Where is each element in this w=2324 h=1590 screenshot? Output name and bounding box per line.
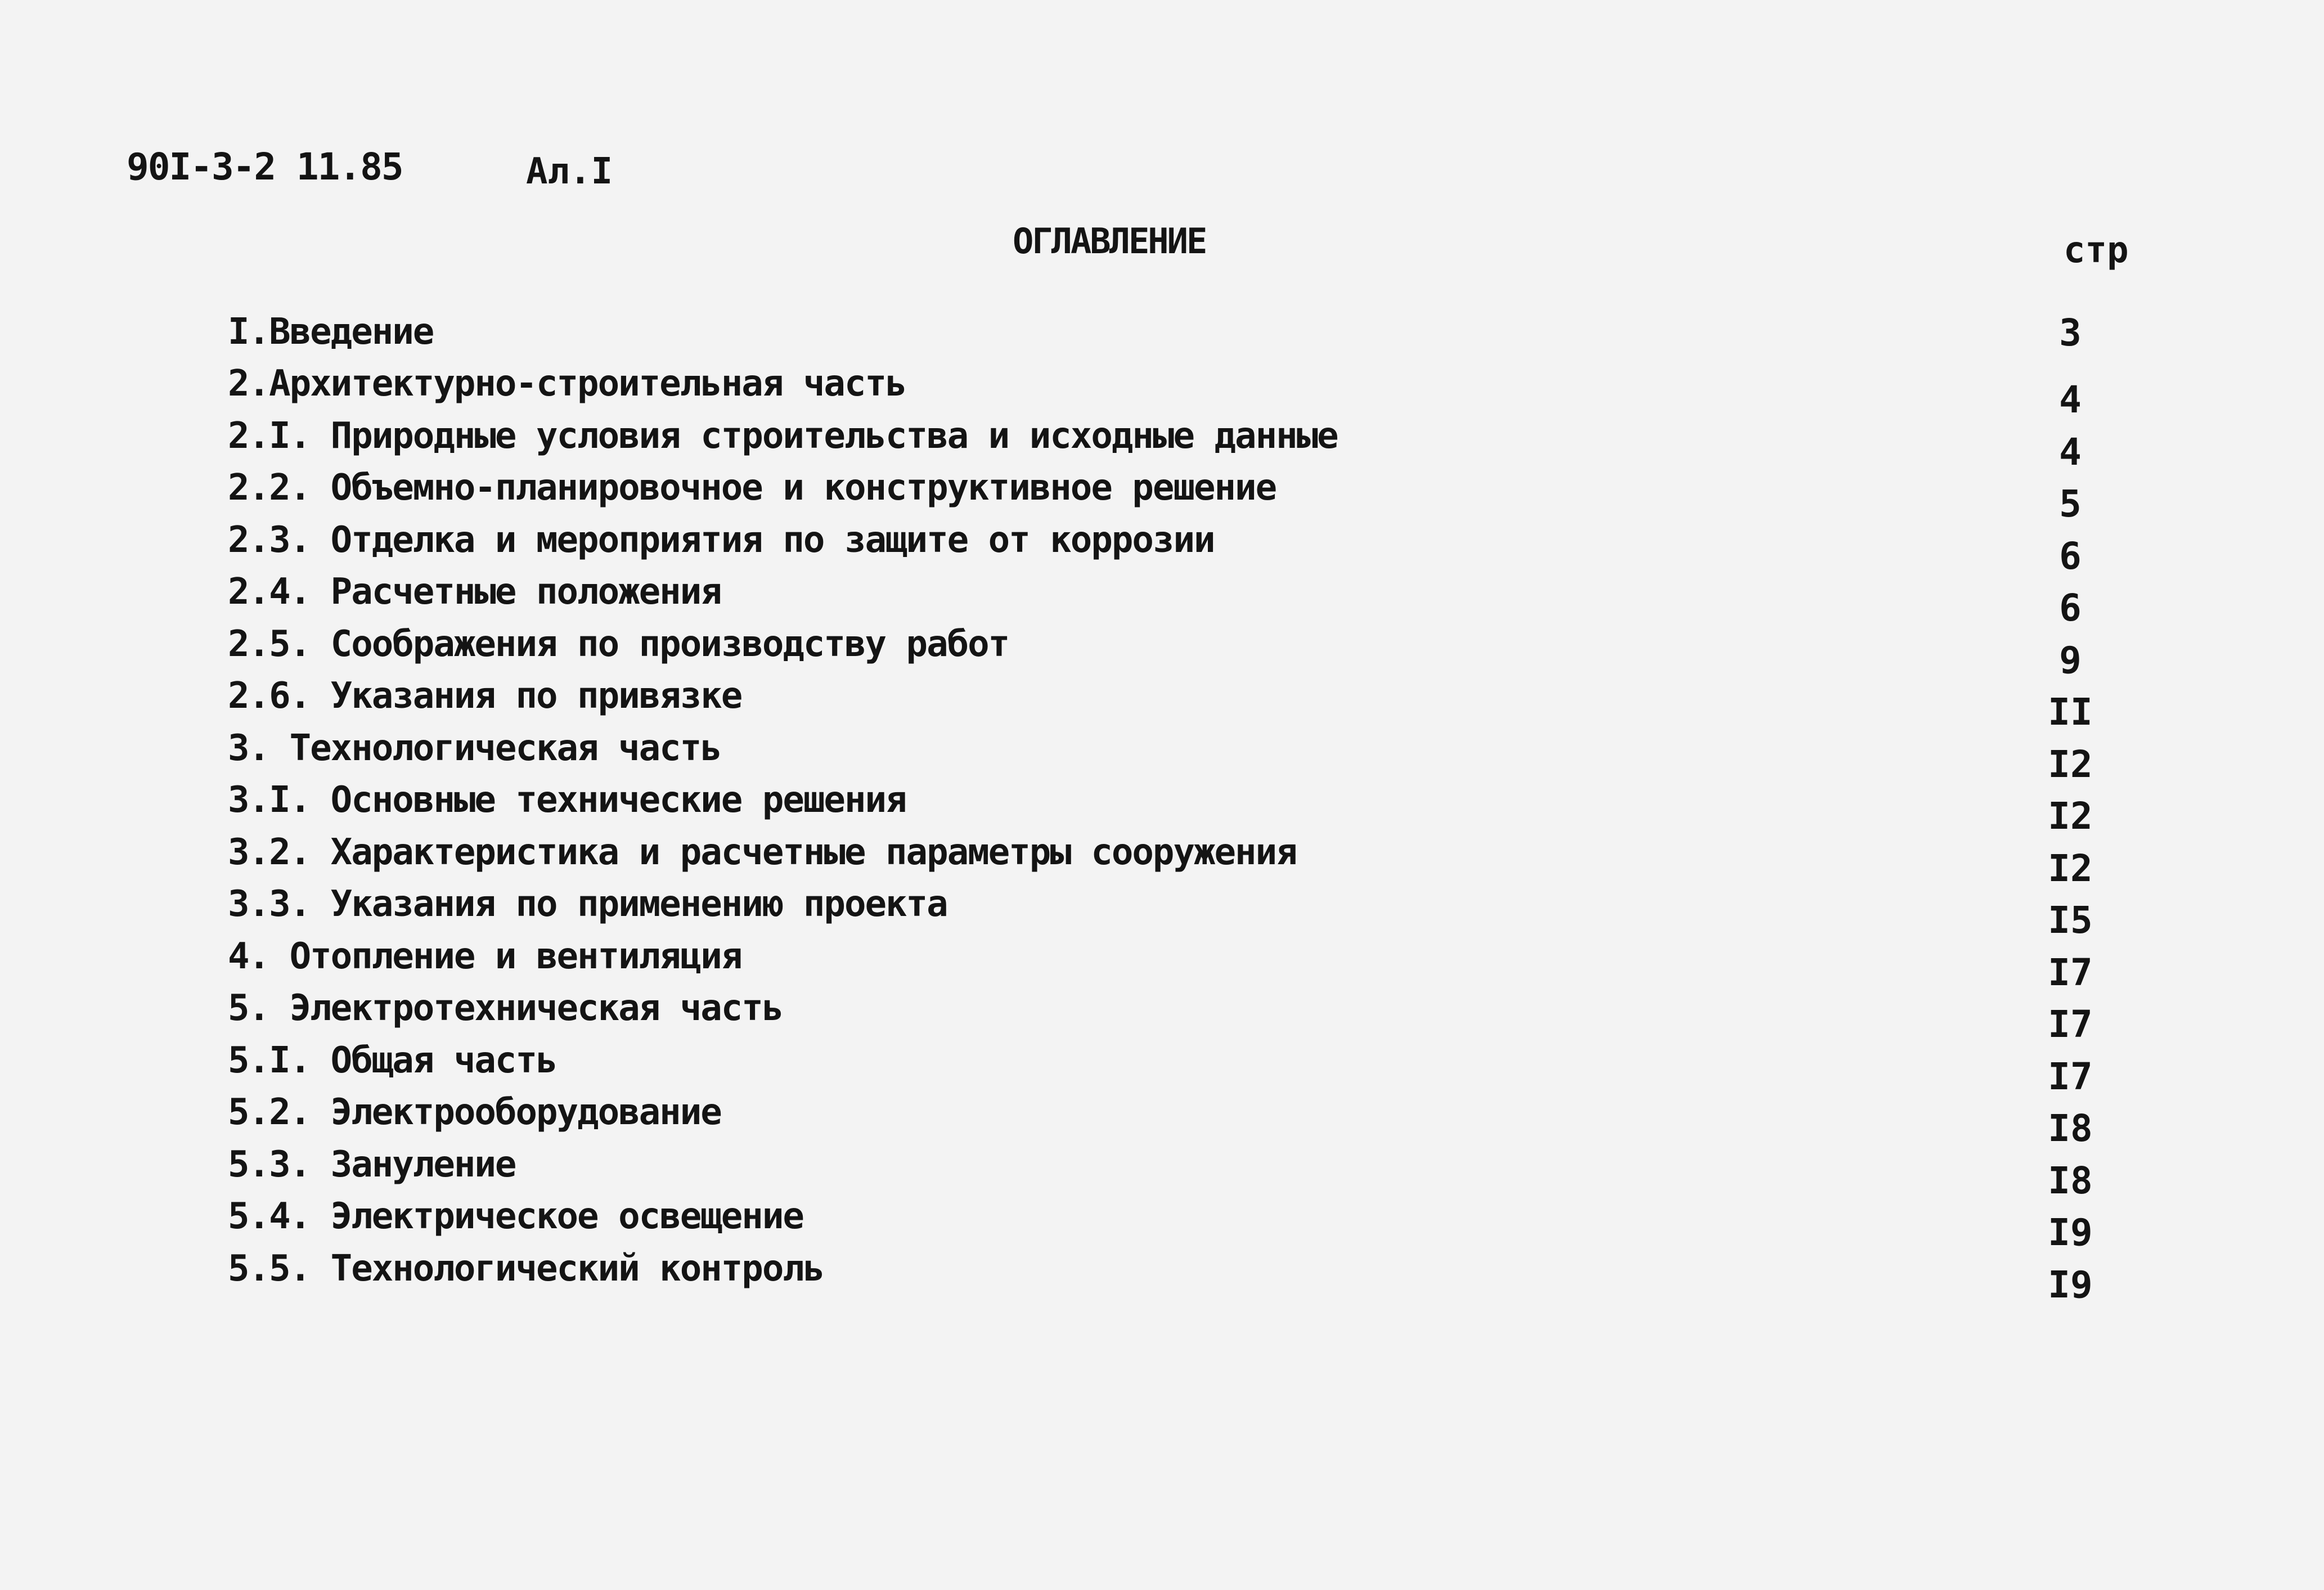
toc-entry-text: 5.2. Электрооборудование — [228, 1092, 721, 1133]
toc-entry-page: I8 — [2048, 1107, 2093, 1150]
toc-entry-text: 5.I. Общая часть — [228, 1040, 557, 1081]
sheet-label: Ал.I — [526, 151, 613, 192]
toc-entry-text: 2.4. Расчетные положения — [228, 571, 721, 613]
toc-entry-page: II — [2048, 690, 2093, 734]
toc-entry-text: 2.2. Объемно-планировочное и конструктивное решение — [228, 467, 1276, 509]
toc-entry-text: 2.6. Указания по привязке — [228, 675, 742, 717]
page-column-header: стр — [2064, 230, 2129, 271]
toc-entry-page: I2 — [2048, 847, 2093, 890]
toc-entry-page: 5 — [2059, 482, 2082, 525]
toc-entry-text: 5.5. Технологический контроль — [228, 1248, 824, 1290]
toc-title: ОГЛАВЛЕНИЕ — [1013, 221, 1206, 262]
toc-entry-text: 5.4. Электрическое освещение — [228, 1196, 803, 1237]
toc-entry-page: I5 — [2048, 899, 2093, 942]
toc-entry-page: I7 — [2048, 1055, 2093, 1098]
toc-entry-page: 6 — [2059, 586, 2082, 630]
toc-entry-text: 2.5. Соображения по производству работ — [228, 623, 1009, 665]
toc-entry-page: I2 — [2048, 794, 2093, 838]
toc-entry-page: 9 — [2059, 639, 2082, 682]
toc-entry-text: 2.3. Отделка и мероприятия по защите от коррозии — [228, 519, 1215, 561]
toc-entry-page: 4 — [2059, 378, 2082, 421]
toc-entry-page: I2 — [2048, 743, 2093, 786]
toc-entry-text: 3.I. Основные технические решения — [228, 779, 906, 821]
toc-entry-text: 5. Электротехническая часть — [228, 987, 783, 1029]
toc-entry-page: 3 — [2059, 311, 2082, 354]
toc-entry-page: I7 — [2048, 951, 2093, 994]
toc-entry-text: 5.3. Зануление — [228, 1144, 516, 1185]
toc-entry-text: 2.Архитектурно-строительная часть — [228, 363, 906, 405]
document-code: 90I-3-2 11.85 — [127, 145, 403, 188]
toc-entry-text: 3.3. Указания по применению проекта — [228, 883, 947, 925]
toc-entry-text: 2.I. Природные условия строительства и исходные данные — [228, 415, 1338, 457]
toc-entry-text: 4. Отопление и вентиляция — [228, 936, 742, 977]
toc-entry-page: I8 — [2048, 1159, 2093, 1202]
toc-entry-page: I9 — [2048, 1263, 2093, 1306]
toc-entry-page: 4 — [2059, 430, 2082, 474]
toc-entry-text: 3. Технологическая часть — [228, 727, 721, 769]
toc-entry-page: I7 — [2048, 1003, 2093, 1046]
toc-entry-page: I9 — [2048, 1211, 2093, 1254]
toc-entry-text: I.Введение — [228, 311, 434, 353]
toc-entry-text: 3.2. Характеристика и расчетные параметры сооружения — [228, 832, 1297, 873]
toc-entry-page: 6 — [2059, 535, 2082, 578]
